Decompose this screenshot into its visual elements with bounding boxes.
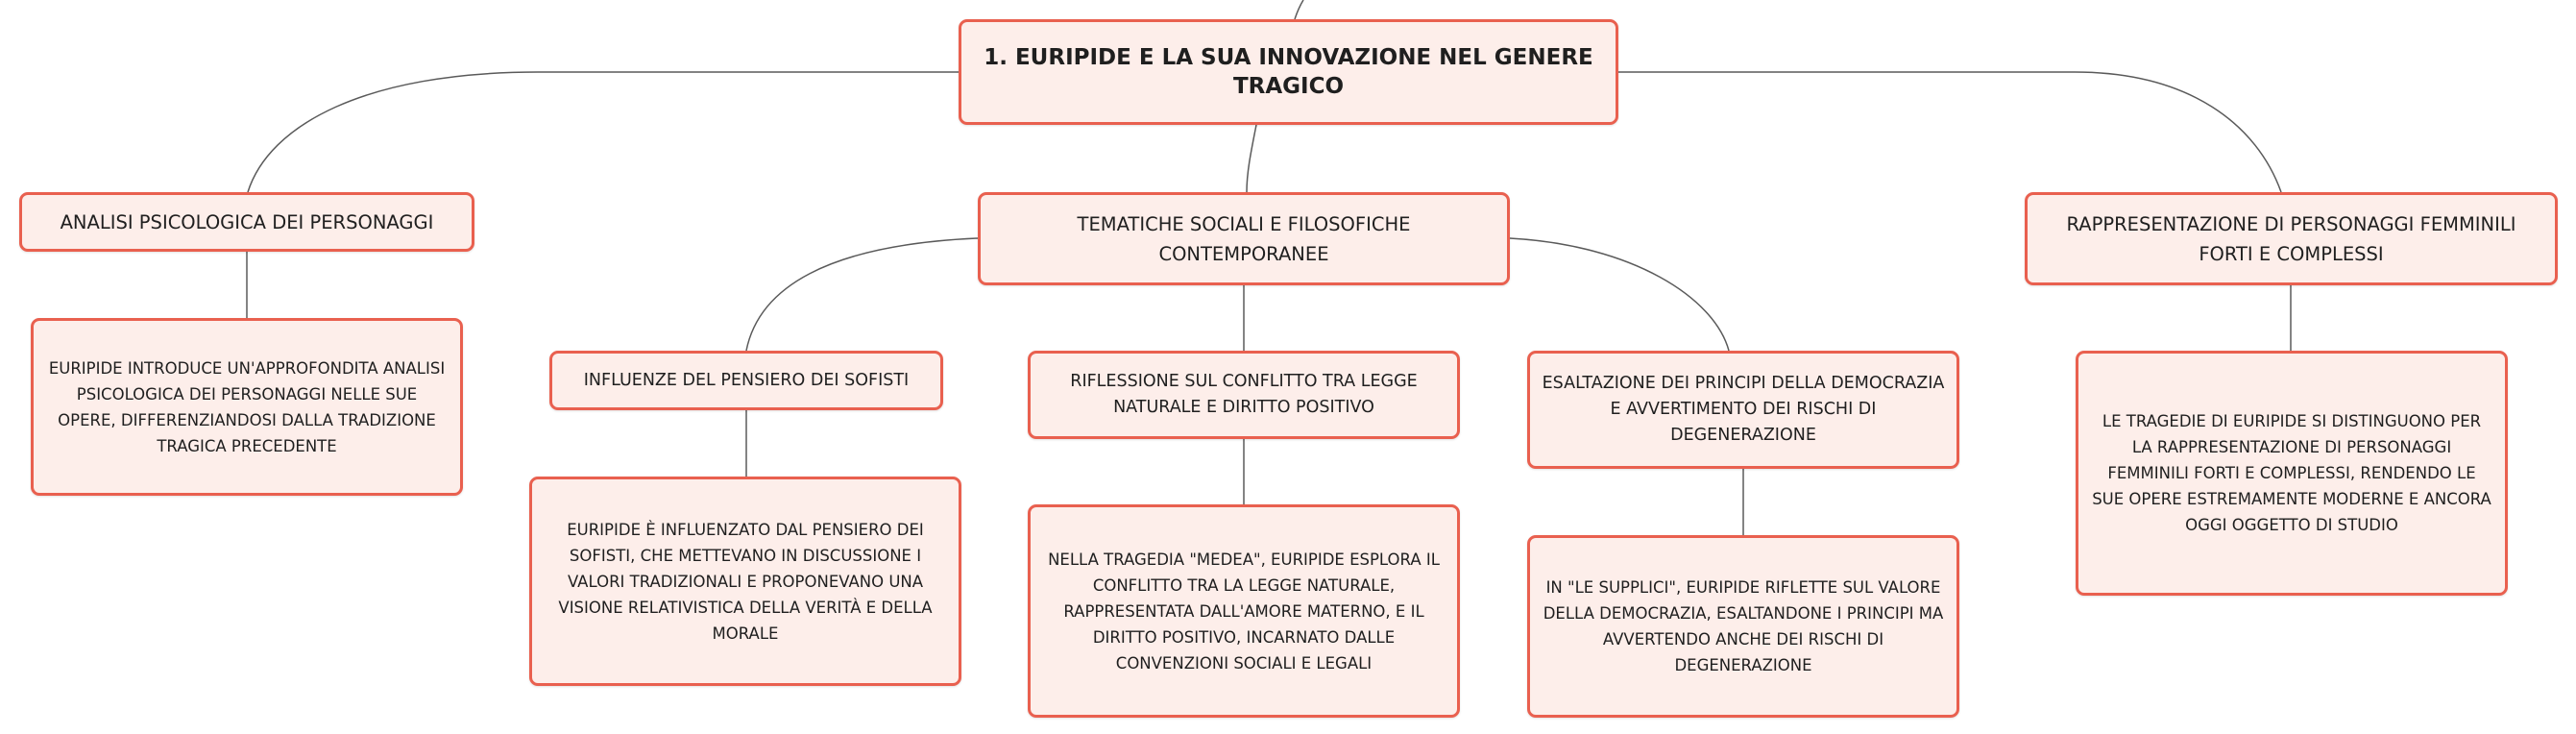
subtopic-democrazia-label: ESALTAZIONE DEI PRINCIPI DELLA DEMOCRAZIA E AVVERTIMENTO DEI RISCHI DI DEGENERAZIONE <box>1542 374 1945 445</box>
subtopic-democrazia[interactable] <box>1527 351 1959 469</box>
connector-root-femminili <box>1618 72 2281 192</box>
subtopic-influenze-sofisti[interactable] <box>549 351 943 410</box>
subtopic-conflitto-legge-label: RIFLESSIONE SUL CONFLITTO TRA LEGGE NATURALE E DIRITTO POSITIVO <box>1070 372 1418 417</box>
detail-democrazia[interactable] <box>1527 535 1959 718</box>
topic-tematiche-sociali[interactable] <box>978 192 1510 285</box>
detail-conflitto-legge[interactable] <box>1028 504 1460 718</box>
detail-conflitto-legge-text: NELLA TRAGEDIA "MEDEA", EURIPIDE ESPLORA IL CONFLITTO TRA LA LEGGE NATURALE, RAPPRESENTATA DALL'AMORE MATERNO, E IL DIRITTO POSITIVO, INCARNATO DALLE CONVENZIONI SOCIALI E LEGALI <box>1048 550 1440 673</box>
topic-tematiche-sociali-label: TEMATICHE SOCIALI E FILOSOFICHE CONTEMPORANEE <box>1077 212 1411 265</box>
topic-personaggi-femminili[interactable] <box>2025 192 2558 285</box>
connector-tematiche-sofisti <box>746 238 978 351</box>
topic-analisi-psicologica-label: ANALISI PSICOLOGICA DEI PERSONAGGI <box>60 210 434 233</box>
connector-tematiche-democrazia <box>1510 238 1729 351</box>
detail-analisi-psicologica-text: EURIPIDE INTRODUCE UN'APPROFONDITA ANALISI PSICOLOGICA DEI PERSONAGGI NELLE SUE OPERE, DIFFERENZIANDOSI DALLA TRADIZIONE TRAGICA PRECEDENTE <box>48 358 446 455</box>
root-topic[interactable] <box>959 19 1618 125</box>
connector-root-psicologica <box>248 72 959 192</box>
detail-analisi-psicologica[interactable] <box>31 318 463 496</box>
connector-root-parent <box>1295 0 1303 19</box>
detail-personaggi-femminili-text: LE TRAGEDIE DI EURIPIDE SI DISTINGUONO PER LA RAPPRESENTAZIONE DI PERSONAGGI FEMMINILI FORTI E COMPLESSI, RENDENDO LE SUE OPERE ESTREMAMENTE MODERNE E ANCORA OGGI OGGETTO DI STUDIO <box>2092 412 2491 534</box>
topic-analisi-psicologica[interactable] <box>19 192 474 252</box>
detail-influenze-sofisti-text: EURIPIDE È INFLUENZATO DAL PENSIERO DEI SOFISTI, CHE METTEVANO IN DISCUSSIONE I VALORI TRADIZIONALI E PROPONEVANO UNA VISIONE RELATIVISTICA DELLA VERITÀ E DELLA MORALE <box>558 520 933 643</box>
detail-personaggi-femminili[interactable] <box>2076 351 2508 596</box>
root-topic-label: 1. EURIPIDE E LA SUA INNOVAZIONE NEL GENERE TRAGICO <box>984 45 1593 99</box>
topic-personaggi-femminili-label: RAPPRESENTAZIONE DI PERSONAGGI FEMMINILI FORTI E COMPLESSI <box>2066 212 2516 265</box>
subtopic-conflitto-legge[interactable] <box>1028 351 1460 439</box>
detail-influenze-sofisti[interactable] <box>529 477 961 686</box>
connector-root-tematiche <box>1247 125 1256 192</box>
subtopic-influenze-sofisti-label: INFLUENZE DEL PENSIERO DEI SOFISTI <box>583 370 910 390</box>
detail-democrazia-text: IN "LE SUPPLICI", EURIPIDE RIFLETTE SUL VALORE DELLA DEMOCRAZIA, ESALTANDONE I PRINCIPI MA AVVERTENDO ANCHE DEI RISCHI DI DEGENERAZIONE <box>1543 578 1944 674</box>
